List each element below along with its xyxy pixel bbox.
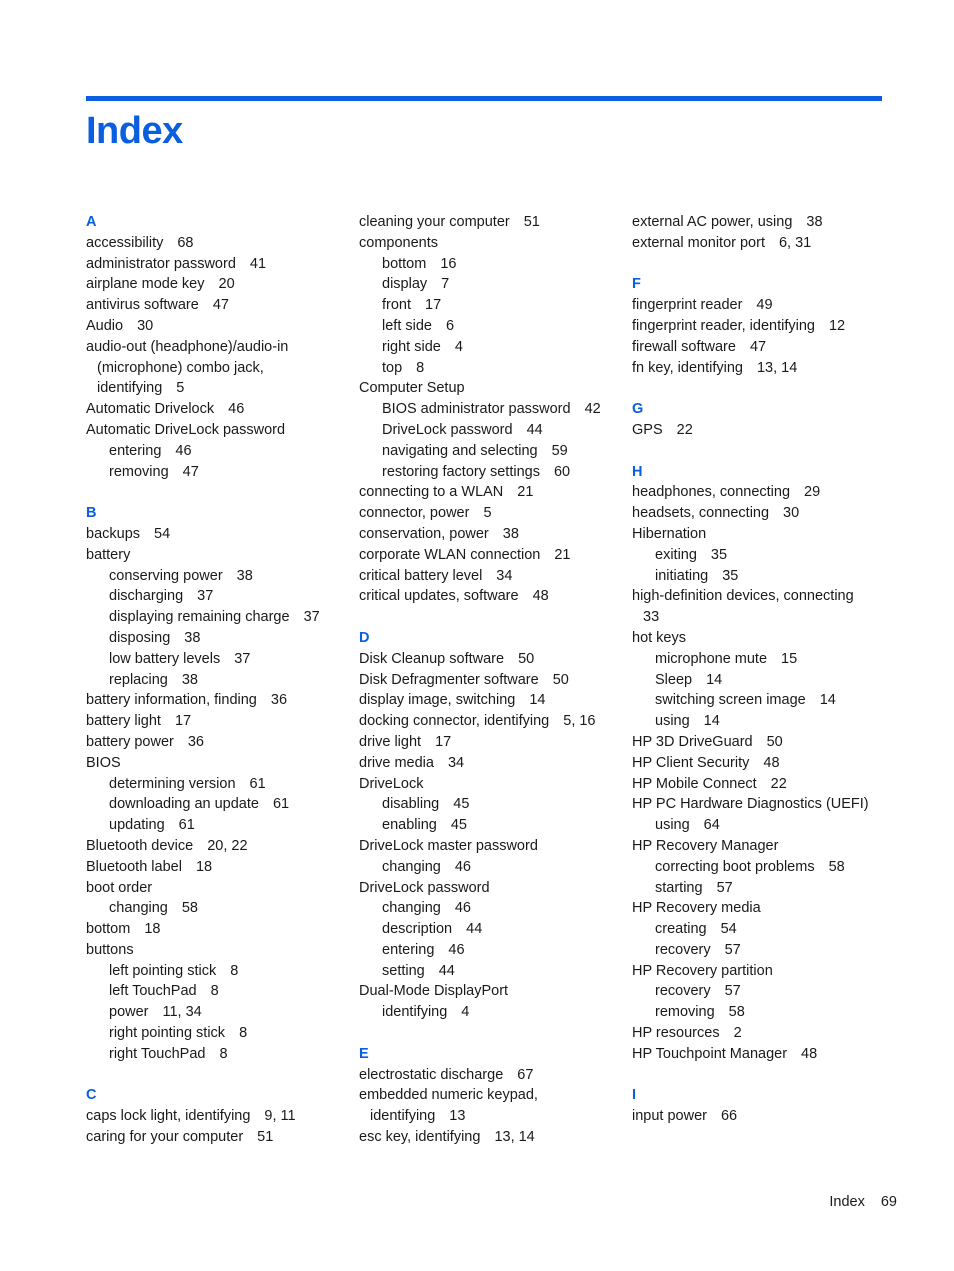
index-entry: fn key, identifying 13, 14	[632, 359, 798, 376]
section-letter-c: C	[86, 1087, 97, 1104]
index-subentry: front 17	[382, 297, 442, 314]
index-entry: connector, power 5	[359, 505, 492, 522]
index-subentry: changing 58	[109, 900, 198, 917]
index-column-2	[359, 212, 621, 1148]
index-subentry: disposing 38	[109, 629, 201, 646]
index-subentry: low battery levels 37	[109, 650, 251, 667]
section-letter-e: E	[359, 1045, 369, 1062]
index-subentry: left pointing stick 8	[109, 962, 239, 979]
index-entry: DriveLock	[359, 775, 424, 792]
footer-label: Index	[829, 1194, 865, 1210]
index-entry: esc key, identifying 13, 14	[359, 1129, 535, 1146]
index-subentry: setting 44	[382, 962, 455, 979]
index-subentry: determining version 61	[109, 775, 266, 792]
index-entry: hot keys	[632, 629, 686, 646]
section-letter-f: F	[632, 276, 641, 293]
index-entry: fingerprint reader, identifying 12	[632, 317, 846, 334]
index-subentry: using 64	[655, 817, 720, 834]
index-entry: HP 3D DriveGuard 50	[632, 733, 783, 750]
index-subentry: bottom 16	[382, 255, 457, 272]
section-letter-g: G	[632, 401, 644, 418]
index-column-3	[632, 212, 882, 1127]
index-subentry: removing 47	[109, 463, 199, 480]
index-subentry: description 44	[382, 921, 483, 938]
index-entry: audio-out (headphone)/audio-in	[86, 338, 289, 355]
section-letter-b: B	[86, 505, 97, 522]
index-entry: HP Recovery partition	[632, 962, 773, 979]
index-entry: electrostatic discharge 67	[359, 1066, 534, 1083]
index-subentry: left TouchPad 8	[109, 983, 219, 1000]
page-footer	[829, 1192, 897, 1212]
index-entry: docking connector, identifying 5, 16	[359, 713, 596, 730]
header-rule	[86, 96, 882, 101]
index-subentry: switching screen image 14	[655, 692, 836, 709]
index-entry: Automatic DriveLock password	[86, 421, 286, 438]
index-entry: HP Client Security 48	[632, 754, 780, 771]
index-subentry: changing 46	[382, 858, 471, 875]
index-subentry: disabling 45	[382, 796, 470, 813]
index-entry: components	[359, 234, 438, 251]
index-subentry: navigating and selecting 59	[382, 442, 568, 459]
index-entry: cleaning your computer 51	[359, 214, 540, 230]
index-entry-continued: (microphone) combo jack,	[97, 359, 264, 376]
index-entry: HP resources 2	[632, 1025, 742, 1042]
index-subentry: removing 58	[655, 1004, 745, 1021]
index-entry: HP Mobile Connect 22	[632, 775, 787, 792]
index-subentry: power 11, 34	[109, 1004, 202, 1021]
index-entry: caps lock light, identifying 9, 11	[86, 1108, 296, 1125]
index-subentry: replacing 38	[109, 671, 198, 688]
index-entry: backups 54	[86, 525, 171, 542]
index-subentry: microphone mute 15	[655, 650, 798, 667]
index-subentry: discharging 37	[109, 588, 214, 605]
index-subentry: displaying remaining charge 37	[109, 609, 320, 626]
index-entry: connecting to a WLAN 21	[359, 484, 534, 501]
index-entry-continued: identifying 13	[370, 1108, 466, 1125]
index-entry: Bluetooth label 18	[86, 858, 213, 875]
index-subentry: right TouchPad 8	[109, 1045, 228, 1062]
index-subentry: restoring factory settings 60	[382, 463, 571, 480]
index-subentry: identifying 4	[382, 1004, 470, 1021]
index-column-1	[86, 212, 348, 1148]
index-entry: caring for your computer 51	[86, 1129, 274, 1146]
index-entry: battery light 17	[86, 713, 192, 730]
index-entry: buttons	[86, 941, 134, 958]
index-entry: accessibility 68	[86, 234, 194, 251]
index-subentry: DriveLock password 44	[382, 421, 543, 438]
index-subentry: entering 46	[109, 442, 192, 459]
index-subentry: changing 46	[382, 900, 471, 917]
index-entry: Disk Cleanup software 50	[359, 650, 535, 667]
index-entry: Audio 30	[86, 317, 154, 334]
index-entry: boot order	[86, 879, 153, 896]
index-entry: external AC power, using 38	[632, 214, 823, 230]
section-letter-h: H	[632, 463, 643, 480]
index-entry: airplane mode key 20	[86, 276, 235, 293]
index-entry: battery information, finding 36	[86, 692, 288, 709]
section-letter-a: A	[86, 214, 97, 230]
index-entry: firewall software 47	[632, 338, 767, 355]
index-entry: Bluetooth device 20, 22	[86, 837, 248, 854]
index-entry: external monitor port 6, 31	[632, 234, 812, 251]
index-entry: HP Touchpoint Manager 48	[632, 1045, 818, 1062]
index-entry: high-definition devices, connecting	[632, 588, 854, 605]
index-entry-continued: identifying 5	[97, 380, 185, 397]
index-entry: Dual-Mode DisplayPort	[359, 983, 509, 1000]
index-entry: critical updates, software 48	[359, 588, 549, 605]
index-entry: HP Recovery media	[632, 900, 761, 917]
index-entry: administrator password 41	[86, 255, 267, 272]
index-subentry: left side 6	[382, 317, 455, 334]
index-entry: display image, switching 14	[359, 692, 546, 709]
index-subentry: downloading an update 61	[109, 796, 290, 813]
index-entry: headphones, connecting 29	[632, 484, 821, 501]
index-entry: battery power 36	[86, 733, 204, 750]
index-subentry: updating 61	[109, 817, 195, 834]
index-entry: drive media 34	[359, 754, 465, 771]
index-subentry: conserving power 38	[109, 567, 253, 584]
index-entry: HP Recovery Manager	[632, 837, 779, 854]
index-subentry: right side 4	[382, 338, 463, 355]
index-entry: GPS 22	[632, 421, 693, 438]
index-entry: corporate WLAN connection 21	[359, 546, 571, 563]
index-entry: Computer Setup	[359, 380, 465, 397]
index-entry: fingerprint reader 49	[632, 297, 773, 314]
index-entry: input power 66	[632, 1108, 738, 1125]
index-entry: DriveLock master password	[359, 837, 538, 854]
index-entry: DriveLock password	[359, 879, 490, 896]
index-subentry: enabling 45	[382, 817, 467, 834]
index-subentry: Sleep 14	[655, 671, 723, 688]
index-subentry: initiating 35	[655, 567, 739, 584]
index-subentry: correcting boot problems 58	[655, 858, 845, 875]
index-subentry: display 7	[382, 276, 450, 293]
section-letter-i: I	[632, 1087, 637, 1104]
index-subentry: BIOS administrator password 42	[382, 401, 601, 418]
index-subentry: creating 54	[655, 921, 737, 938]
index-entry: battery	[86, 546, 131, 563]
index-subentry: top 8	[382, 359, 425, 376]
index-entry: conservation, power 38	[359, 525, 519, 542]
index-entry: Disk Defragmenter software 50	[359, 671, 569, 688]
index-subentry: starting 57	[655, 879, 733, 896]
index-entry: headsets, connecting 30	[632, 505, 800, 522]
index-entry: Hibernation	[632, 525, 707, 542]
index-subentry: right pointing stick 8	[109, 1025, 248, 1042]
index-entry: embedded numeric keypad,	[359, 1087, 538, 1104]
index-entry: bottom 18	[86, 921, 161, 938]
index-subentry: recovery 57	[655, 941, 741, 958]
page-number: 69	[880, 1194, 897, 1210]
index-entry: drive light 17	[359, 733, 452, 750]
section-letter-d: D	[359, 629, 370, 646]
index-subentry: entering 46	[382, 941, 465, 958]
index-subentry: using 14	[655, 713, 720, 730]
index-entry: critical battery level 34	[359, 567, 513, 584]
index-entry-continued: 33	[643, 609, 660, 626]
index-entry: HP PC Hardware Diagnostics (UEFI)	[632, 796, 869, 813]
page-title: Index	[86, 110, 183, 152]
index-subentry: exiting 35	[655, 546, 728, 563]
index-entry: antivirus software 47	[86, 297, 229, 314]
index-entry: BIOS	[86, 754, 121, 771]
index-entry: Automatic Drivelock 46	[86, 401, 245, 418]
index-subentry: recovery 57	[655, 983, 741, 1000]
